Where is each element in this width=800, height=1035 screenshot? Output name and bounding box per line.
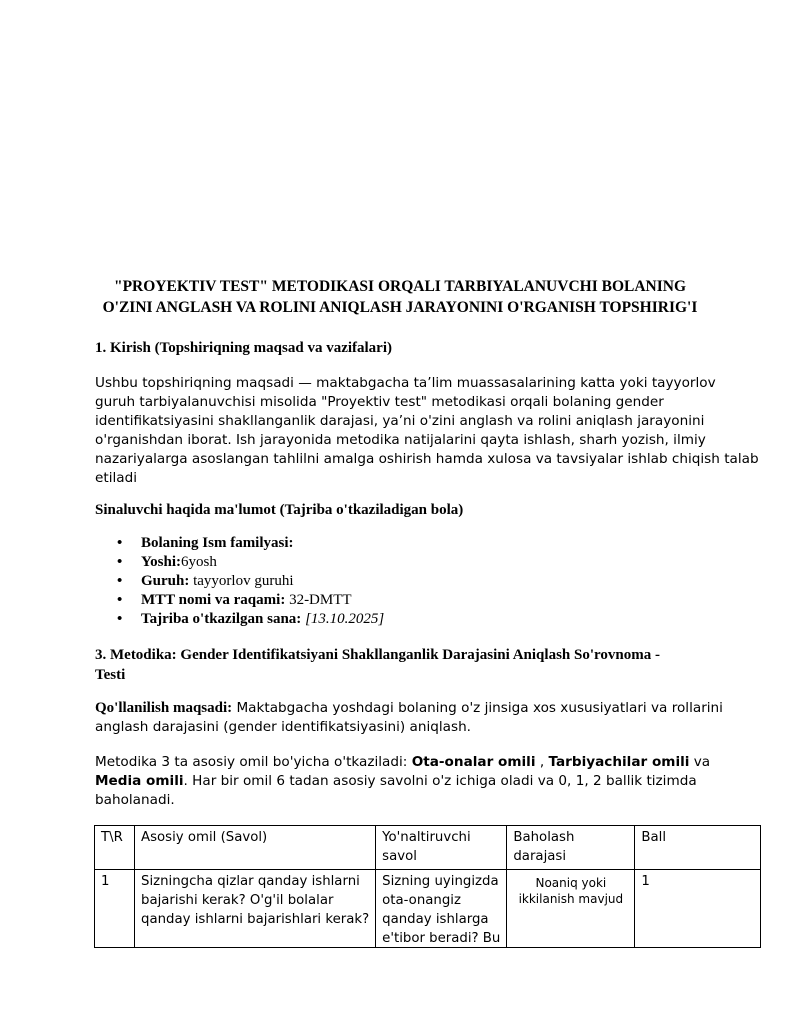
intro-line: nazariyalarga asoslangan tahlilni amalga oshirish hamda xulosa va tavsiyalar ishlab chiqish talab	[95, 451, 759, 467]
info-item-age	[95, 553, 384, 572]
section-3-heading-line: Testi	[95, 667, 126, 683]
factor-media: Media omili	[95, 773, 184, 789]
intro-line: etiladi	[95, 470, 137, 486]
method-text-line-3: baholanadi.	[95, 792, 175, 808]
info-value: 6yosh	[181, 554, 217, 570]
method-sep: va	[689, 754, 711, 770]
section-3-heading-line: 3. Metodika: Gender Identifikatsiyani Shakllanganlik Darajasini Aniqlash So'rovnoma -	[95, 647, 660, 663]
purpose-paragraph	[95, 699, 723, 737]
bullet: •	[117, 535, 123, 551]
section-1-heading: 1. Kirish (Topshiriqning maqsad va vazifalari)	[95, 340, 392, 356]
cell-ball: 1	[635, 870, 761, 948]
factor-teachers: Tarbiyachilar omili	[548, 754, 690, 770]
intro-line: o'rganishdan iborat. Ish jarayonida metodika natijalarini qayta ishlash, sharh yozish, ilmiy	[95, 432, 706, 448]
factor-parents: Ota-onalar omili	[411, 754, 536, 770]
header-num: T\R	[95, 826, 135, 870]
info-label: MTT nomi va raqami:	[141, 592, 286, 608]
header-directive: Yo'naltiruvchi savol	[376, 826, 507, 870]
bullet: •	[117, 554, 123, 570]
questions-table	[94, 825, 761, 948]
purpose-text: Maktabgacha yoshdagi bolaning o'z jinsiga xos xususiyatlari va rollarini	[232, 700, 723, 716]
purpose-text-line-2: anglash darajasini (gender identifikatsiyasini) aniqlash.	[95, 719, 472, 735]
intro-line: Ushbu topshiriqning maqsadi — maktabgacha ta’lim muassasalarining katta yoki tayyorlov	[95, 375, 716, 391]
cell-level: Noaniq yoki ikkilanish mavjud	[507, 870, 635, 948]
purpose-label: Qo'llanilish maqsadi:	[95, 700, 233, 716]
method-text: . Har bir omil 6 tadan asosiy savolni o'z ichiga oladi va 0, 1, 2 ballik tizimda	[183, 773, 697, 789]
section-3-heading	[95, 645, 660, 685]
table-row	[95, 870, 761, 948]
info-value: [13.10.2025]	[301, 611, 385, 627]
subject-info-list	[95, 534, 384, 629]
info-item-mtt	[95, 591, 384, 610]
info-value: tayyorlov guruhi	[189, 573, 294, 589]
cell-directive: Sizning uyingizda ota-onangiz qanday ishlarga e'tibor beradi? Bu	[376, 870, 507, 948]
header-question: Asosiy omil (Savol)	[135, 826, 376, 870]
table-header-row	[95, 826, 761, 870]
header-ball: Ball	[635, 826, 761, 870]
info-value: 32-DMTT	[285, 592, 352, 608]
intro-paragraph	[95, 374, 759, 488]
bullet: •	[117, 592, 123, 608]
title-line-1: "PROYEKTIV TEST" METODIKASI ORQALI TARBIYALANUVCHI BOLANING	[113, 278, 687, 295]
bullet: •	[117, 573, 123, 589]
info-item-date	[95, 610, 384, 629]
title-line-2: O'ZINI ANGLASH VA ROLINI ANIQLASH JARAYONINI O'RGANISH TOPSHIRIG'I	[102, 299, 698, 316]
info-label: Yoshi:	[141, 554, 182, 570]
method-sep: ,	[535, 754, 549, 770]
info-label: Bolaning Ism familyasi:	[141, 535, 294, 551]
info-item-group	[95, 572, 384, 591]
method-intro: Metodika 3 ta asosiy omil bo'yicha o'tkaziladi:	[95, 754, 412, 770]
header-level: Baholash darajasi	[507, 826, 635, 870]
info-item-name	[95, 534, 384, 553]
cell-question: Sizningcha qizlar qanday ishlarni bajarishi kerak? O'g'il bolalar qanday ishlarni bajarishlari kerak?	[135, 870, 376, 948]
cell-num: 1	[95, 870, 135, 948]
intro-line: identifikatsiyasini shakllanganlik darajasi, ya’ni o'zini anglash va rolini aniqlash jarayonini	[95, 413, 705, 429]
document-title	[60, 276, 740, 318]
bullet: •	[117, 611, 123, 627]
info-label: Guruh:	[141, 573, 190, 589]
info-label: Tajriba o'tkazilgan sana:	[141, 611, 302, 627]
intro-line: guruh tarbiyalanuvchisi misolida "Proyektiv test" metodikasi orqali bolaning gender	[95, 394, 664, 410]
subject-heading: Sinaluvchi haqida ma'lumot (Tajriba o'tkaziladigan bola)	[95, 502, 464, 518]
method-paragraph	[95, 753, 720, 810]
